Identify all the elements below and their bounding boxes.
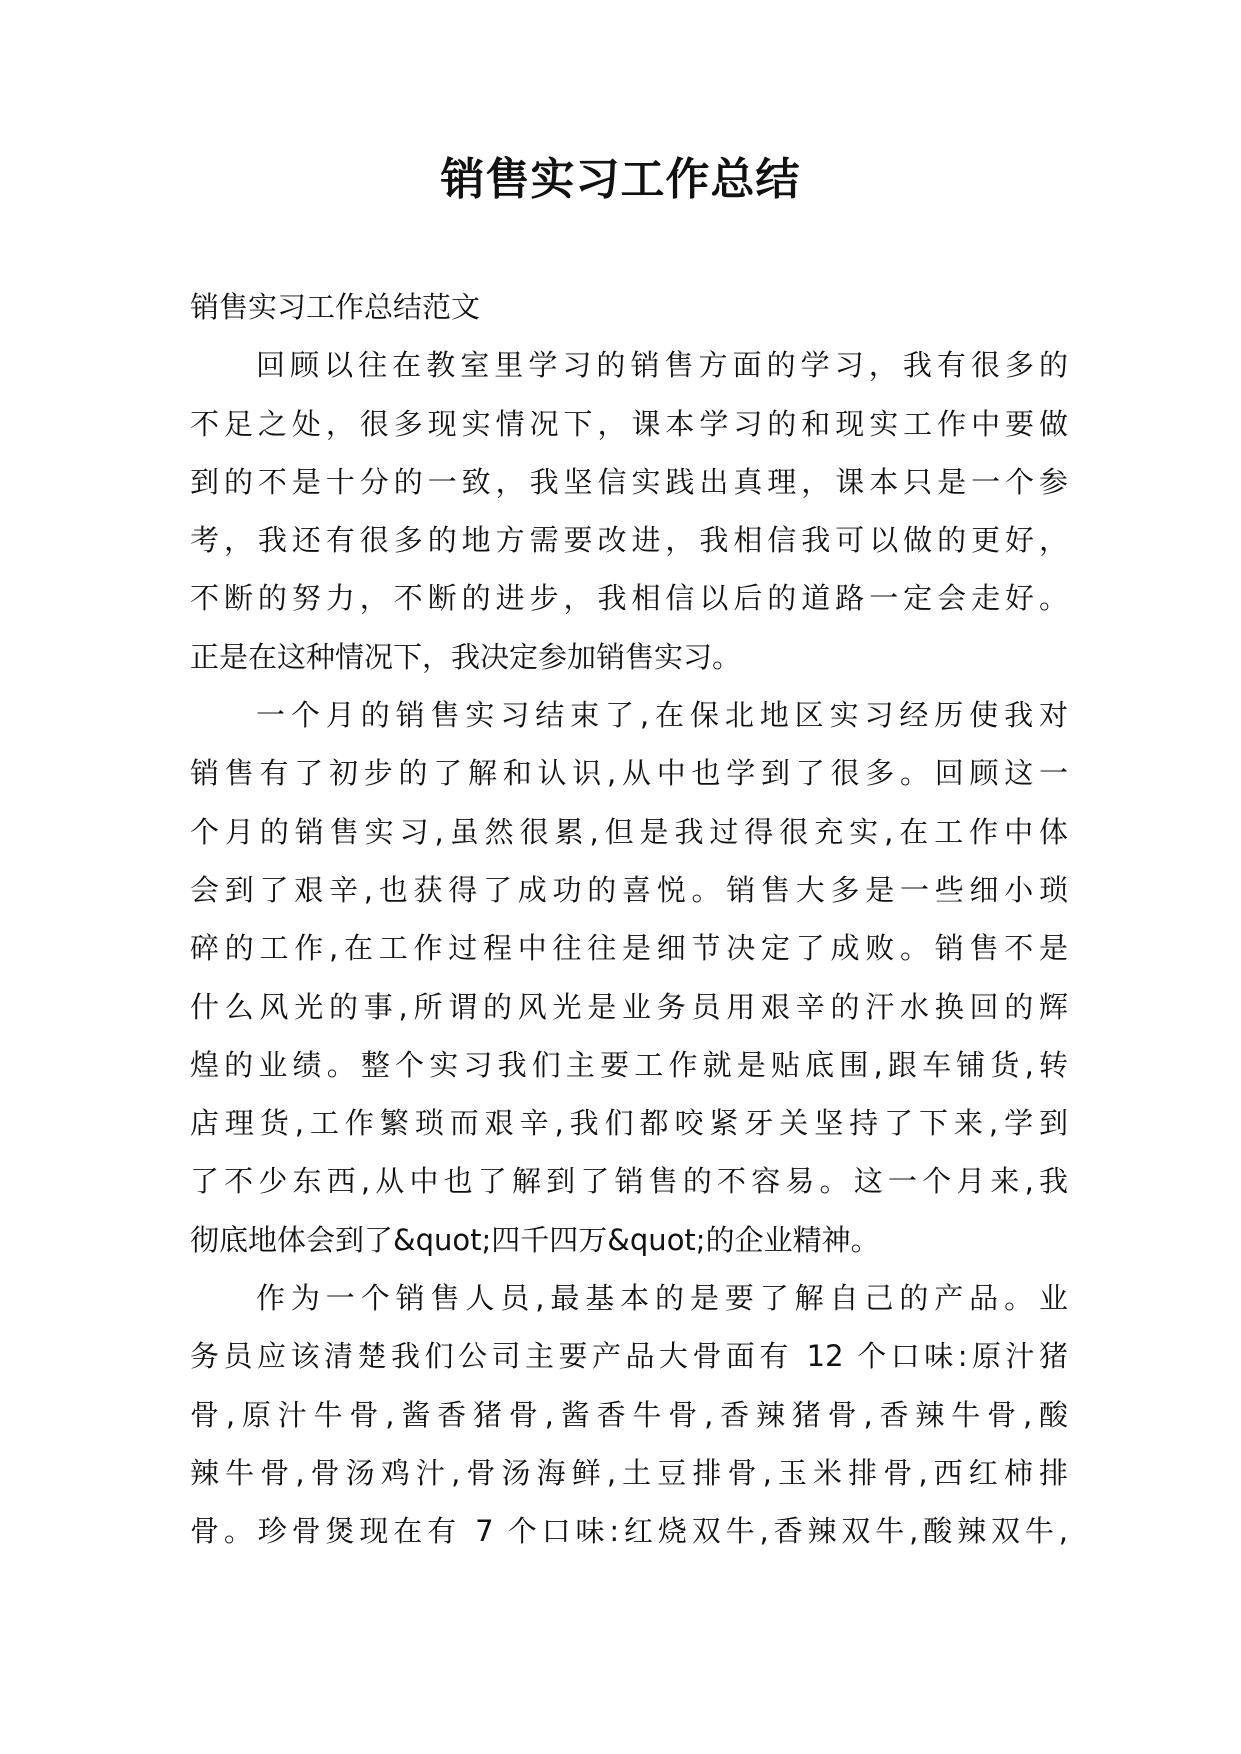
text-line: 一个月的销售实习结束了,在保北地区实习经历使我对 — [256, 698, 1068, 733]
text-line: 务员应该清楚我们公司主要产品大骨面有 12 个口味:原汁猪 — [190, 1339, 1068, 1374]
text-line: 彻底地体会到了&quot;四千四万&quot;的企业精神。 — [190, 1222, 880, 1257]
text-line: 煌的业绩。整个实习我们主要工作就是贴底围,跟车铺货,转 — [190, 1047, 1068, 1082]
text-line: 不足之处，很多现实情况下，课本学习的和现实工作中要做 — [190, 406, 1068, 441]
document-body — [190, 278, 1068, 1561]
text-line: 到的不是十分的一致，我坚信实践出真理，课本只是一个参 — [190, 464, 1068, 499]
text-line: 作为一个销售人员,最基本的是要了解自己的产品。业 — [256, 1281, 1068, 1316]
text-line: 个月的销售实习,虽然很累,但是我过得很充实,在工作中体 — [190, 814, 1068, 849]
text-line: 什么风光的事,所谓的风光是业务员用艰辛的汗水换回的辉 — [190, 989, 1068, 1024]
text-line: 销售实习工作总结范文 — [190, 290, 481, 324]
text-line: 回顾以往在教室里学习的销售方面的学习，我有很多的 — [256, 348, 1068, 383]
text-line: 骨,原汁牛骨,酱香猪骨,酱香牛骨,香辣猪骨,香辣牛骨,酸 — [190, 1397, 1068, 1432]
text-line: 骨。珍骨煲现在有 7 个口味:红烧双牛,香辣双牛,酸辣双牛, — [190, 1514, 1068, 1549]
text-line: 销售有了初步的了解和认识,从中也学到了很多。回顾这一 — [190, 756, 1068, 791]
text-line: 碎的工作,在工作过程中往往是细节决定了成败。销售不是 — [190, 931, 1068, 966]
text-line: 辣牛骨,骨汤鸡汁,骨汤海鲜,土豆排骨,玉米排骨,西红柿排 — [190, 1455, 1068, 1490]
text-line: 不断的努力，不断的进步，我相信以后的道路一定会走好。 — [190, 581, 1068, 616]
text-line: 考，我还有很多的地方需要改进，我相信我可以做的更好， — [190, 523, 1068, 558]
text-line: 正是在这种情况下，我决定参加销售实习。 — [190, 639, 742, 674]
text-line: 了不少东西,从中也了解到了销售的不容易。这一个月来,我 — [190, 1164, 1068, 1199]
text-line: 会到了艰辛,也获得了成功的喜悦。销售大多是一些细小琐 — [190, 872, 1068, 907]
document-title: 销售实习工作总结 — [440, 154, 801, 205]
text-line: 店理货,工作繁琐而艰辛,我们都咬紧牙关坚持了下来,学到 — [190, 1106, 1068, 1141]
